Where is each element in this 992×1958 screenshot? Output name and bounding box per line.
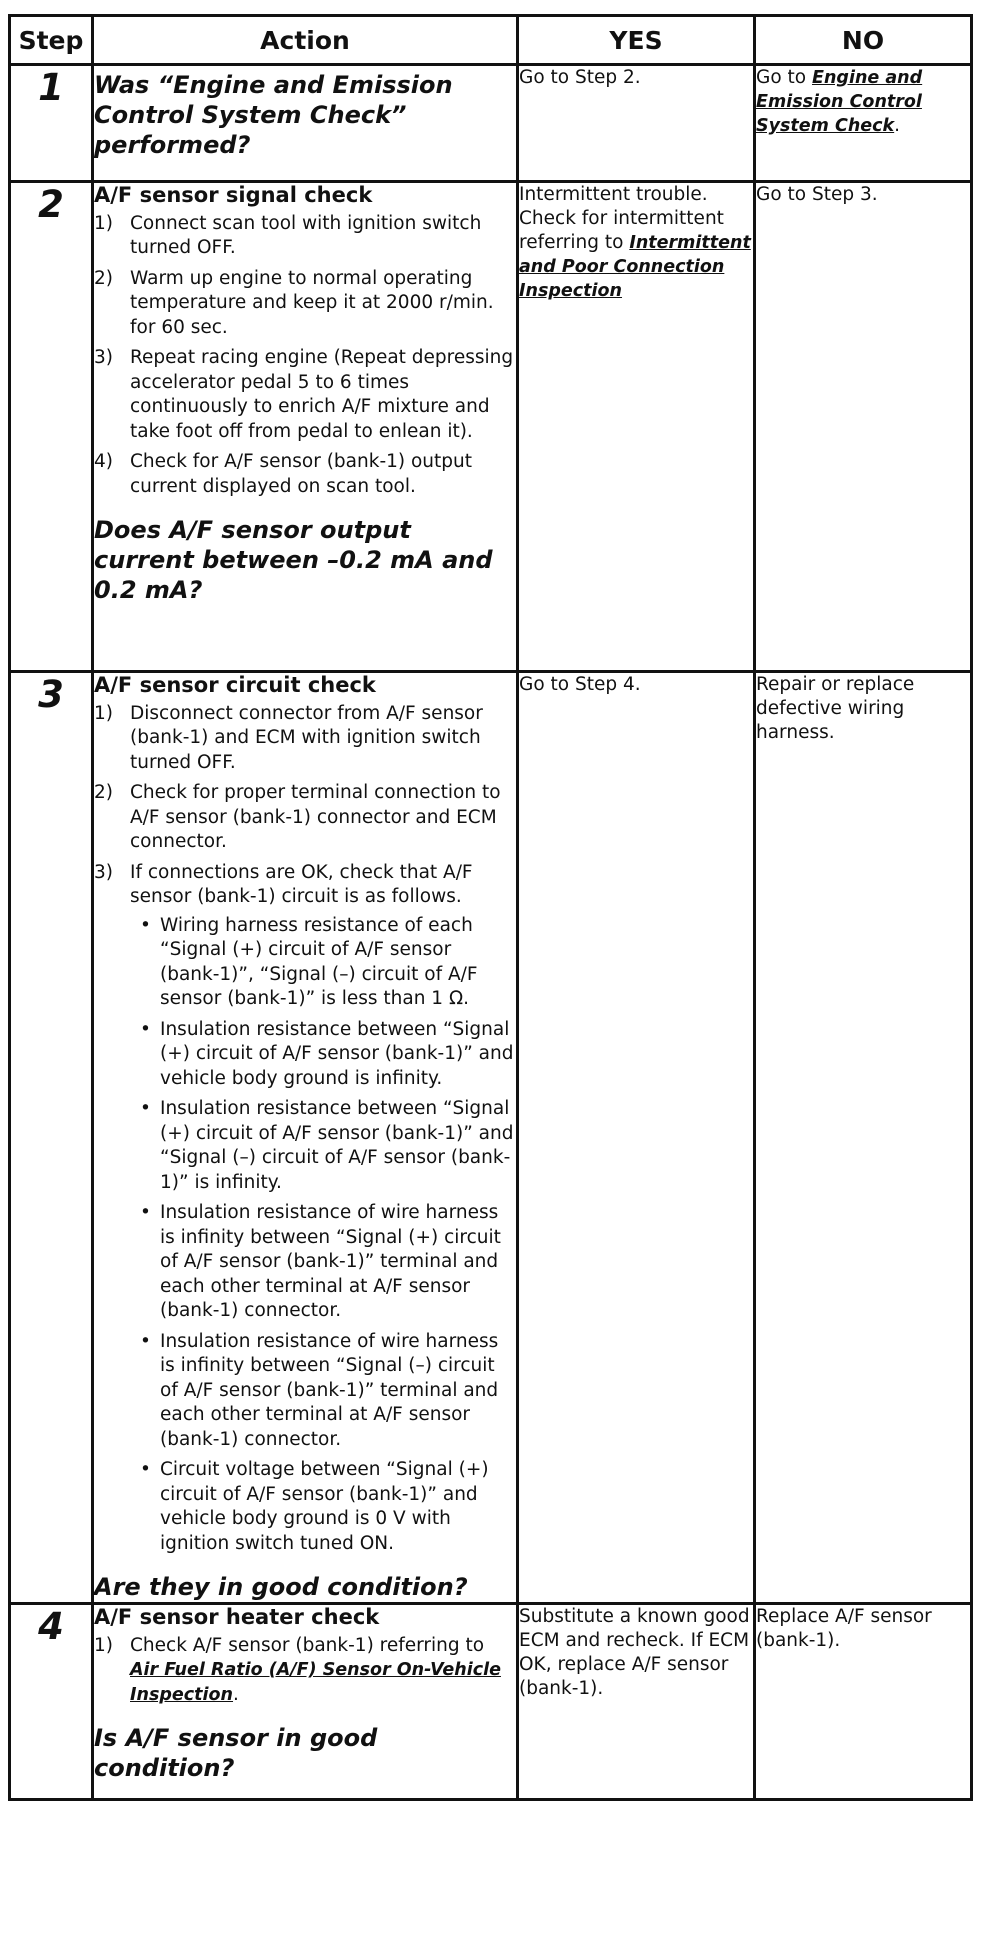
procedure-item: [94, 212, 516, 261]
procedure-item: [94, 861, 516, 1557]
check-bullet-list: [130, 914, 516, 1557]
check-bullet: • Insulation resistance of wire harness is infinity between “Signal (–) circuit of A/F sensor (bank-1)” terminal and each other terminal at A/F sensor (bank-1) connector.: [130, 1330, 516, 1453]
step-row-4: [10, 1604, 972, 1800]
no-cell: Repair or replace defective wiring harness.: [755, 672, 972, 1604]
step-row-1: [10, 65, 972, 182]
troubleshooting-table: [8, 14, 973, 1801]
check-bullet: • Insulation resistance of wire harness is infinity between “Signal (+) circuit of A/F sensor (bank-1)” terminal and each other terminal at A/F sensor (bank-1) connector.: [130, 1201, 516, 1324]
procedure-item: [94, 1634, 516, 1708]
procedure-list: [94, 702, 516, 1557]
step-heading: A/F sensor signal check: [94, 183, 373, 207]
step-question: Is A/F sensor in good condition?: [94, 1724, 378, 1782]
step-row-2: [10, 182, 972, 672]
item-text: Repeat racing engine (Repeat depressing accelerator pedal 5 to 6 times continuously to enrich A/F mixture and take foot off from pedal to enlean it).: [130, 347, 514, 442]
item-text: If connections are OK, check that A/F sensor (bank-1) circuit is as follows.: [130, 861, 473, 907]
step-row-3: [10, 672, 972, 1604]
item-number: 1): [94, 702, 113, 724]
check-bullet: • Wiring harness resistance of each “Signal (+) circuit of A/F sensor (bank-1)”, “Signal (–) circuit of A/F sensor (bank-1)” is less than 1 Ω.: [130, 914, 516, 1012]
header-step: Step: [10, 16, 93, 65]
step-number: 4: [10, 1604, 93, 1800]
item-number: 1): [94, 212, 113, 234]
no-cell: [755, 65, 972, 182]
item-suffix: .: [233, 1683, 239, 1705]
procedure-list: [94, 1634, 516, 1708]
procedure-item: [94, 702, 516, 776]
item-text: Check for A/F sensor (bank-1) output current displayed on scan tool.: [130, 451, 473, 497]
item-number: 2): [94, 782, 113, 803]
step-question: Was “Engine and Emission Control System Check” performed?: [94, 71, 453, 159]
no-suffix: .: [894, 115, 901, 136]
no-text: Go to: [756, 67, 812, 88]
procedure-item: [94, 450, 516, 499]
procedure-item: [94, 346, 516, 444]
intermittent-inspection-link[interactable]: Intermittent and Poor Connection Inspection: [519, 233, 751, 301]
engine-emission-check-link[interactable]: Engine and Emission Control System Check: [756, 68, 923, 136]
check-bullet: • Insulation resistance between “Signal (+) circuit of A/F sensor (bank-1)” and vehicle body ground is infinity.: [130, 1018, 516, 1092]
step-number: 1: [10, 65, 93, 182]
yes-text: Intermittent trouble. Check for intermittent referring to: [519, 184, 724, 253]
af-sensor-inspection-link[interactable]: Air Fuel Ratio (A/F) Sensor On-Vehicle Inspection: [130, 1660, 501, 1705]
yes-cell: [518, 182, 755, 672]
step-heading: A/F sensor heater check: [94, 1605, 380, 1629]
item-number: 1): [94, 1634, 113, 1656]
item-number: 2): [94, 267, 113, 289]
procedure-list: [94, 212, 516, 500]
action-cell: [93, 65, 518, 182]
item-text: Disconnect connector from A/F sensor (bank-1) and ECM with ignition switch turned OFF.: [130, 702, 483, 773]
action-cell: [93, 182, 518, 672]
item-text: Warm up engine to normal operating temperature and keep it at 2000 r/min. for 60 sec.: [130, 267, 494, 338]
procedure-item: [94, 267, 516, 341]
check-bullet: • Insulation resistance between “Signal (+) circuit of A/F sensor (bank-1)” and “Signal (–) circuit of A/F sensor (bank-1)” is infinity.: [130, 1097, 516, 1195]
item-text: Check A/F sensor (bank-1) referring to: [130, 1634, 485, 1656]
step-number: 2: [10, 182, 93, 672]
item-text: Check for proper terminal connection to A/F sensor (bank-1) connector and ECM connector.: [130, 782, 501, 852]
item-text: Connect scan tool with ignition switch turned OFF.: [130, 212, 482, 258]
step-question: Does A/F sensor output current between –0.2 mA and 0.2 mA?: [94, 516, 493, 604]
item-number: 3): [94, 861, 113, 883]
yes-cell: Go to Step 4.: [518, 672, 755, 1604]
item-number: 3): [94, 347, 113, 368]
action-cell: [93, 672, 518, 1604]
step-question: Are they in good condition?: [94, 1573, 468, 1601]
step-heading: A/F sensor circuit check: [94, 673, 376, 697]
header-yes: YES: [518, 16, 755, 65]
item-number: 4): [94, 451, 113, 472]
no-cell: Replace A/F sensor (bank-1).: [755, 1604, 972, 1800]
check-bullet: • Circuit voltage between “Signal (+) circuit of A/F sensor (bank-1)” and vehicle body ground is 0 V with ignition switch tuned ON.: [130, 1458, 516, 1556]
header-row: [10, 16, 972, 65]
header-no: NO: [755, 16, 972, 65]
action-cell: [93, 1604, 518, 1800]
header-action: Action: [93, 16, 518, 65]
yes-cell: Substitute a known good ECM and recheck. If ECM OK, replace A/F sensor (bank-1).: [518, 1604, 755, 1800]
no-cell: Go to Step 3.: [755, 182, 972, 672]
procedure-item: [94, 781, 516, 855]
yes-cell: Go to Step 2.: [518, 65, 755, 182]
step-number: 3: [10, 672, 93, 1604]
